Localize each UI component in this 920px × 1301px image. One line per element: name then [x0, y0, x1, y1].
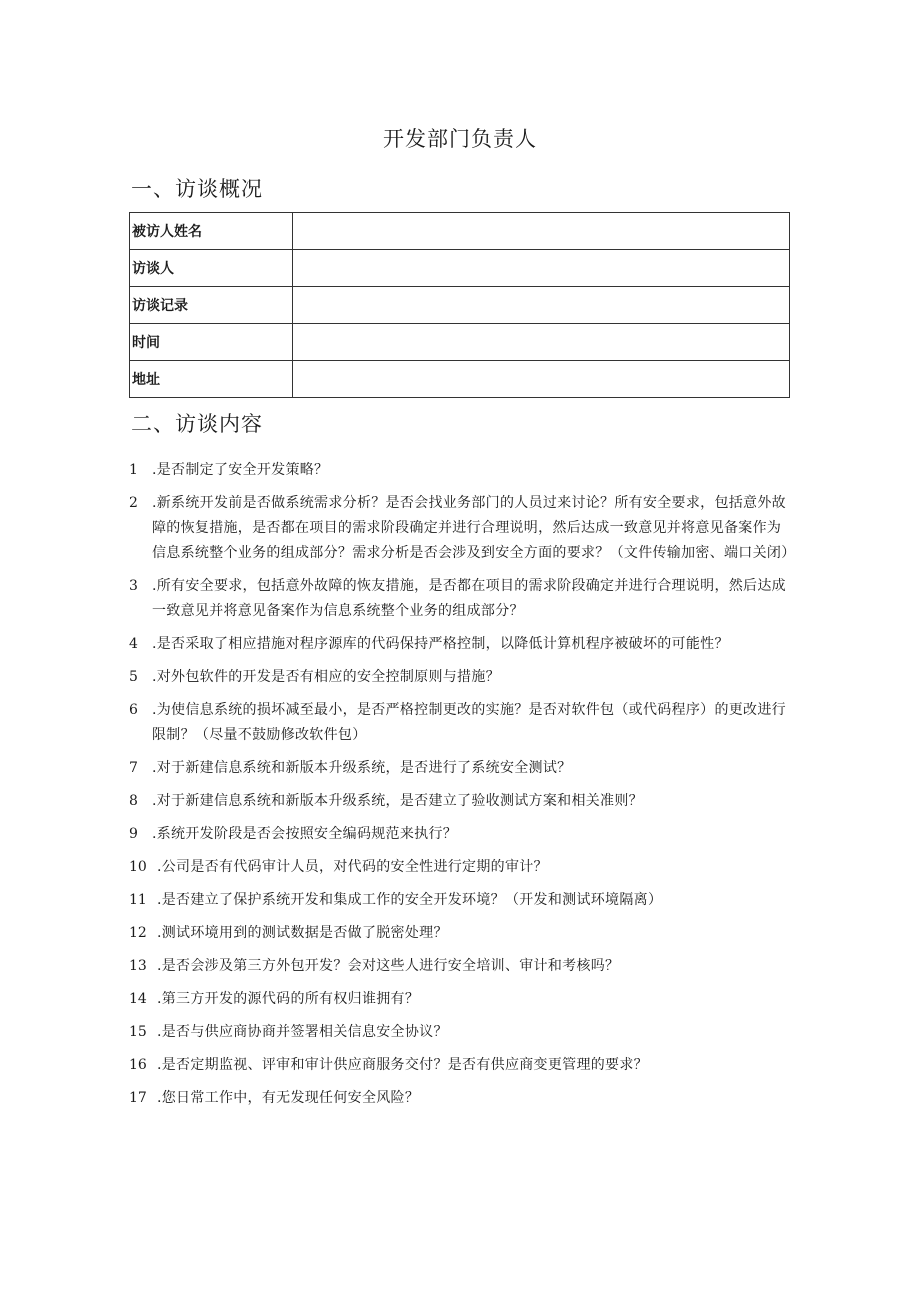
- question-item: [129, 756, 794, 781]
- info-row: [130, 361, 790, 398]
- question-item: [129, 698, 794, 748]
- question-text: .是否定期监视、评审和审计供应商服务交付？是否有供应商变更管理的要求？: [157, 1057, 648, 1073]
- question-item: [129, 987, 794, 1012]
- question-item: [129, 458, 794, 483]
- question-item: [129, 1020, 794, 1045]
- question-number: 5: [129, 669, 138, 685]
- question-number: 10: [129, 859, 147, 875]
- question-number: 17: [129, 1090, 147, 1106]
- page-title: 开发部门负责人: [383, 127, 537, 151]
- question-number: 4: [129, 636, 138, 652]
- info-row: [130, 213, 790, 250]
- question-text: .是否采取了相应措施对程序源库的代码保持严格控制，以降低计算机程序被破坏的可能性？: [152, 636, 729, 652]
- question-number: 7: [129, 760, 138, 776]
- question-number: 9: [129, 826, 138, 842]
- question-item: [129, 1053, 794, 1078]
- question-text: .所有安全要求，包括意外故障的恢友措施，是否都在项目的需求阶段确定并进行合理说明，然后达成一致意见并将意见备案作为信息系统整个业务的组成部分？: [152, 578, 786, 619]
- question-item: [129, 789, 794, 814]
- question-number: 13: [129, 958, 147, 974]
- question-text: .为使信息系统的损坏减至最小，是否严格控制更改的实施？是否对软件包（或代码程序）的更改进行限制？（尽量不鼓励修改软件包）: [152, 702, 786, 743]
- info-value: [292, 250, 789, 287]
- question-item: [129, 954, 794, 979]
- question-item: [129, 921, 794, 946]
- question-text: .是否与供应商协商并签署相关信息安全协议？: [157, 1024, 448, 1040]
- question-number: 6: [129, 702, 138, 718]
- interview-info-table: [129, 212, 790, 398]
- question-item: [129, 665, 794, 690]
- info-value: [292, 213, 789, 250]
- question-text: .您日常工作中，有无发现任何安全风险？: [157, 1090, 420, 1106]
- question-item: [129, 888, 794, 913]
- question-number: 11: [129, 892, 147, 908]
- section-heading-content: 二、访谈内容: [131, 412, 263, 436]
- info-row: [130, 250, 790, 287]
- question-text: .第三方开发的源代码的所有权归谁拥有？: [157, 991, 420, 1007]
- question-list: [129, 458, 794, 1119]
- question-text: .测试环境用到的测试数据是否做了脱密处理？: [157, 925, 448, 941]
- info-value: [292, 287, 789, 324]
- question-number: 12: [129, 925, 147, 941]
- question-item: [129, 1086, 794, 1111]
- info-row: [130, 324, 790, 361]
- info-label: 被访人姓名: [130, 213, 293, 250]
- info-label: 访谈人: [130, 250, 293, 287]
- question-text: .公司是否有代码审计人员，对代码的安全性进行定期的审计？: [157, 859, 548, 875]
- question-text: .是否建立了保护系统开发和集成工作的安全开发环境？（开发和测试环境隔离）: [157, 892, 663, 908]
- question-number: 3: [129, 578, 138, 594]
- info-label: 地址: [130, 361, 293, 398]
- question-item: [129, 491, 794, 566]
- question-text: .是否会涉及第三方外包开发？会对这些人进行安全培训、审计和考核吗？: [157, 958, 620, 974]
- question-number: 16: [129, 1057, 147, 1073]
- question-text: .对外包软件的开发是否有相应的安全控制原则与措施？: [152, 669, 500, 685]
- info-row: [130, 287, 790, 324]
- info-value: [292, 361, 789, 398]
- question-item: [129, 822, 794, 847]
- question-number: 8: [129, 793, 138, 809]
- question-text: .对于新建信息系统和新版本升级系统，是否建立了验收测试方案和相关准则？: [152, 793, 643, 809]
- question-number: 14: [129, 991, 147, 1007]
- question-text: .新系统开发前是否做系统需求分析？是否会找业务部门的人员过来讨论？所有安全要求，包括意外故障的恢复措施，是否都在项目的需求阶段确定并进行合理说明，然后达成一致意见并将意见备案作为信息系统整个业务的组成部分？需求分析是否会涉及到安全方面的要求？（文件传输加密、端口关闭）: [152, 495, 796, 561]
- info-label: 访谈记录: [130, 287, 293, 324]
- info-label: 时间: [130, 324, 293, 361]
- info-value: [292, 324, 789, 361]
- question-item: [129, 574, 794, 624]
- question-item: [129, 855, 794, 880]
- question-text: .对于新建信息系统和新版本升级系统，是否进行了系统安全测试？: [152, 760, 572, 776]
- section-heading-overview: 一、访谈概况: [131, 177, 263, 201]
- question-number: 15: [129, 1024, 147, 1040]
- question-text: .是否制定了安全开发策略？: [152, 462, 329, 478]
- question-number: 1: [129, 462, 138, 478]
- question-item: [129, 632, 794, 657]
- question-text: .系统开发阶段是否会按照安全编码规范来执行？: [152, 826, 458, 842]
- question-number: 2: [129, 495, 138, 511]
